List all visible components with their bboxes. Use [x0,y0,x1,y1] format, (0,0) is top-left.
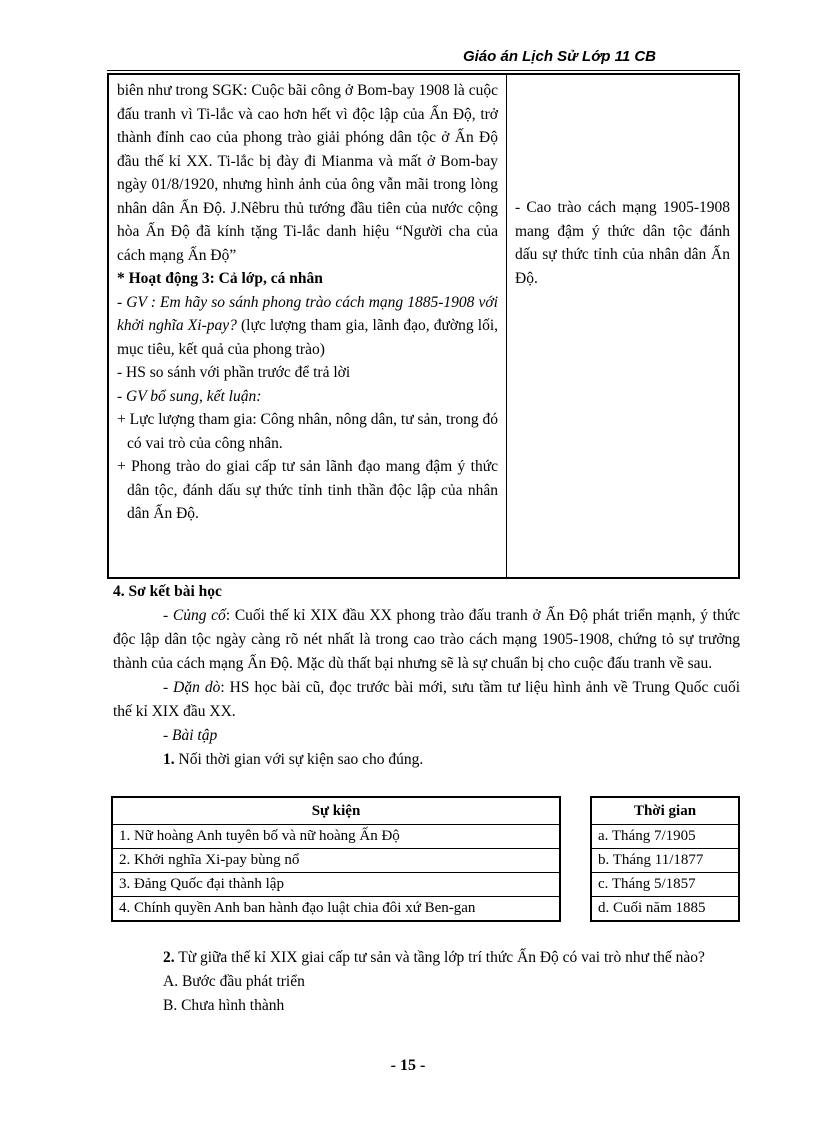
time-row: b. Tháng 11/1877 [591,849,739,873]
question-1-number: 1. [163,751,175,768]
question-1-text: Nối thời gian với sự kiện sao cho đúng. [174,751,424,768]
tilac-paragraph: biên như trong SGK: Cuộc bãi công ở Bom-bay 1908 là cuộc đấu tranh vì Ti-lắc và cao hơn hết vì độc lập của Ấn Độ, trở thành đỉnh cao của phong trào giải phóng dân tộc ở Ấn Độ đầu thế kỉ XX. Ti-lắc bị đày đi Mianma và mất ở Bom-bay ngày 01/8/1920, nhưng hình ảnh của ông vẫn mãi trong lòng nhân dân Ấn Độ. J.Nêbru thủ tướng đầu tiên của nước cộng hòa Ấn Độ đã kính tặng Ti-lắc danh hiệu “Người cha của cách mạng Ấn Độ” [117,82,498,264]
option-a: A. Bước đầu phát triển [163,973,305,990]
baitap-label: - Bài tập [163,727,218,744]
question-2 [113,946,740,970]
lesson-table [107,73,740,579]
question-2-block [113,946,740,1018]
document-header: Giáo án Lịch Sử Lớp 11 CB [462,48,656,65]
header-divider [107,70,740,71]
time-row: a. Tháng 7/1905 [591,825,739,849]
gv-question-italic: - GV : Em hãy so sánh phong trào cách mạng 1885-1908 với khởi nghĩa Xi-pay? [117,293,498,334]
question-1 [113,748,740,772]
point-forces: + Lực lượng tham gia: Công nhân, nông dân, tư sản, trong đó có vai trò của công nhân. [117,411,498,452]
point-leadership: + Phong trào do giai cấp tư sản lãnh đạo mang đậm ý thức dân tộc, đánh dấu sự thức tỉnh tinh thần độc lập của nhân dân Ấn Độ. [117,458,498,522]
time-row: c. Tháng 5/1857 [591,873,739,897]
event-row: 3. Đảng Quốc đại thành lập [112,873,560,897]
times-header: Thời gian [591,797,739,825]
event-row: 1. Nữ hoàng Anh tuyên bố và nữ hoàng Ấn Độ [112,825,560,849]
events-table [111,796,561,922]
gv-question-note: (lực lượng tham gia, lãnh đạo, đường lối, mục tiêu, kết quả của phong trào) [117,317,498,358]
cungco-label: - Củng cố [163,607,226,624]
lesson-summary [113,580,740,772]
question-2-text: Từ giữa thế kỉ XIX giai cấp tư sản và tầng lớp trí thức Ấn Độ có vai trò như thế nào? [174,949,705,966]
page-number: - 15 - [390,1057,426,1074]
event-row: 4. Chính quyền Anh ban hành đạo luật chia đôi xứ Ben-gan [112,897,560,922]
danddo-paragraph [113,676,740,724]
cungco-paragraph [113,604,740,676]
knowledge-summary: - Cao trào cách mạng 1905-1908 mang đậm ý thức dân tộc đánh dấu sự thức tỉnh của nhân dân Ấn Độ. [515,199,730,287]
option-b: B. Chưa hình thành [163,997,285,1014]
gv-question [117,291,498,362]
teacher-student-activities-column [109,75,507,577]
danddo-label: - Dặn dò [163,679,221,696]
question-2-number: 2. [163,949,175,966]
gv-conclusion-label: - GV bổ sung, kết luận: [117,387,262,405]
hs-answer: - HS so sánh với phần trước để trả lời [117,364,351,381]
danddo-text: : HS học bài cũ, đọc trước bài mới, sưu tầm tư liệu hình ảnh về Trung Quốc cuối thế kỉ XIX đầu XX. [113,679,741,720]
times-table [590,796,740,922]
events-header: Sự kiện [112,797,560,825]
cungco-text: : Cuối thế kỉ XIX đầu XX phong trào đấu tranh ở Ấn Độ phát triển mạnh, ý thức độc lập dân tộc ngày càng rõ nét nhất là trong cao trào cách mạng 1905-1908, chứng tỏ sự trưởng thành của cách mạng Ấn Độ. Mặc dù thất bại nhưng sẽ là sự chuẩn bị cho cuộc đấu tranh về sau. [113,607,741,672]
event-row: 2. Khởi nghĩa Xi-pay bùng nổ [112,849,560,873]
activity-3-heading: * Hoạt động 3: Cả lớp, cá nhân [117,270,323,287]
knowledge-column [507,75,738,577]
summary-heading: 4. Sơ kết bài học [113,583,222,600]
time-row: d. Cuối năm 1885 [591,897,739,922]
